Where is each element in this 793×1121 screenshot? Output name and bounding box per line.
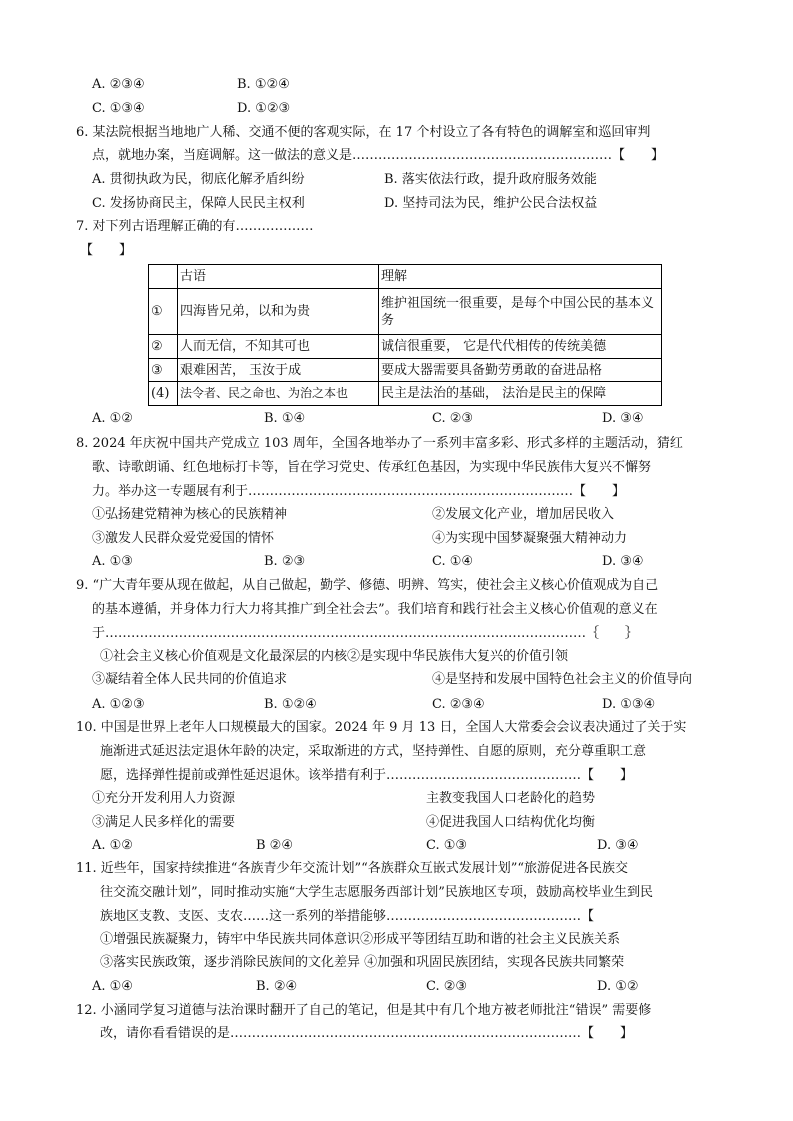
option-a: A. ②③④	[92, 77, 145, 92]
table-header-row	[149, 265, 662, 289]
q7-option-a: A. ①②	[92, 411, 133, 426]
q9-stem-line3: 于…………………………………………………………………………………………………｛ ｝	[92, 626, 639, 641]
table-header-lijie: 理解	[379, 265, 662, 289]
q11-option-a: A. ①④	[92, 979, 133, 994]
q10-option-c: C. ①③	[426, 838, 468, 853]
q9-statements-1-2: ①社会主义核心价值观是文化最深层的内核②是实现中华民族伟大复兴的价值引领	[100, 649, 569, 664]
q9-statement-4: ④是坚持和发展中国特色社会主义的价值导向	[432, 672, 693, 687]
q9-stem-line1: 9. “广大青年要从现在做起，从自己做起，勤学、修德、明辨、笃实，使社会主义核心价值观成为自己	[76, 578, 659, 593]
table-cell: ①	[149, 289, 178, 335]
q11-option-c: C. ②③	[426, 979, 468, 994]
q6-stem-line1: 6. 某法院根据当地地广人稀、交通不便的客观实际，在 17 个村设立了各有特色的调解室和巡回审判	[76, 125, 651, 140]
q8-stem-line3: 力。举办这一专题展有利于…………………………………………………………………【 】	[92, 484, 626, 499]
q9-option-a: A. ①②③	[92, 697, 145, 712]
table-cell: ③	[149, 359, 178, 382]
table-row	[149, 359, 662, 382]
q10-statement-3: ③满足人民多样化的需要	[92, 815, 236, 830]
q10-stem-line1: 10. 中国是世界上老年人口规模最大的国家。2024 年 9 月 13 日，全国人大常委会会议表决通过了关于实	[76, 720, 687, 735]
q9-stem-line2: 的基本遵循，并身体力行大力将其推广到全社会去”。我们培育和践行社会主义核心价值观的意义在	[92, 602, 658, 617]
q8-statement-2: ②发展文化产业，增加居民收入	[432, 507, 615, 522]
q6-option-c: C. 发扬协商民主，保障人民民主权利	[92, 196, 305, 211]
q8-option-c: C. ①④	[432, 554, 474, 569]
q11-statements-1-2: ①增强民族凝聚力，铸牢中华民族共同体意识②形成平等团结互助和谐的社会主义民族关系	[100, 932, 621, 947]
q12-stem-line1: 12. 小涵同学复习道德与法治课时翻开了自己的笔记，但是其中有几个地方被老师批注“错误” 需要修	[76, 1003, 652, 1018]
q11-stem-line3: 族地区支教、支医、支农……这一系列的举措能够………………………………………【	[100, 909, 595, 924]
table-cell: 艰难困苦， 玉汝于成	[178, 359, 379, 382]
table-cell: ②	[149, 335, 178, 359]
table-header-guyu: 古语	[178, 265, 379, 289]
q12-stem-line2: 改，请你看看错误的是………………………………………………………………………【 】	[100, 1026, 634, 1041]
table-row	[149, 289, 662, 335]
q11-statements-3-4: ③落实民族政策，逐步消除民族间的文化差异 ④加强和巩固民族团结，实现各民族共同繁荣	[100, 955, 625, 970]
option-c: C. ①③④	[92, 101, 145, 116]
q9-option-b: B. ①②④	[264, 697, 317, 712]
q10-option-d: D. ③④	[597, 838, 639, 853]
table-cell: 维护祖国统一很重要，是每个中国公民的基本义务	[379, 289, 662, 335]
table-cell: 法令者、民之命也、为治之本也	[178, 382, 379, 406]
ancient-sayings-table	[148, 264, 662, 406]
q10-option-b: B ②④	[256, 838, 293, 853]
q7-stem: 7. 对下列古语理解正确的有………………	[76, 219, 314, 234]
q7-option-b: B. ①④	[264, 411, 306, 426]
table-cell: 民主是法治的基础， 法治是民主的保障	[379, 382, 662, 406]
q10-option-a: A. ①②	[92, 838, 133, 853]
q11-stem-line1: 11. 近些年，国家持续推进“各族青少年交流计划”“各族群众互嵌式发展计划”“旅游促进各民族交	[76, 861, 629, 876]
q9-statement-3: ③凝结着全体人民共同的价值追求	[92, 672, 288, 687]
q6-option-d: D. 坚持司法为民，维护公民合法权益	[384, 196, 598, 211]
q10-stem-line3: 愿，选择弹性提前或弹性延迟退休。该举措有利于………………………………………【 】	[100, 768, 634, 783]
q6-option-b: B. 落实依法行政，提升政府服务效能	[384, 172, 597, 187]
q7-option-d: D. ③④	[602, 411, 644, 426]
q8-option-b: B. ②③	[264, 554, 306, 569]
table-cell: (4)	[149, 382, 178, 406]
q8-statement-1: ①弘扬建党精神为核心的民族精神	[92, 507, 288, 522]
q7-answer-bracket: 【 】	[80, 243, 133, 258]
table-cell: 四海皆兄弟，以和为贵	[178, 289, 379, 335]
table-row	[149, 382, 662, 406]
table-cell: 要成大器需要具备勤劳勇敢的奋进品格	[379, 359, 662, 382]
q11-option-b: B. ②④	[256, 979, 298, 994]
option-b: B. ①②④	[237, 77, 290, 92]
table-cell	[149, 265, 178, 289]
q8-stem-line1: 8. 2024 年庆祝中国共产党成立 103 周年，全国各地举办了一系列丰富多彩、形式多样的主题活动，猜红	[76, 436, 683, 451]
q11-option-d: D. ①②	[597, 979, 639, 994]
q9-option-d: D. ①③④	[602, 697, 656, 712]
q8-option-d: D. ③④	[602, 554, 644, 569]
q11-stem-line2: 往交流交融计划”，同时推动实施“大学生志愿服务西部计划”民族地区专项，鼓励高校毕业生到民	[100, 885, 653, 900]
q10-statement-1: ①充分开发利用人力资源	[92, 791, 236, 806]
q8-statement-3: ③激发人民群众爱党爱国的情怀	[92, 531, 275, 546]
q8-option-a: A. ①③	[92, 554, 133, 569]
table-row	[149, 335, 662, 359]
q10-statement-2: 主教变我国人口老龄化的趋势	[426, 791, 596, 806]
option-d: D. ①②③	[237, 101, 291, 116]
q8-stem-line2: 歌、诗歌朗诵、红色地标打卡等，旨在学习党史、传承红色基因，为实现中华民族伟大复兴不懈努	[92, 460, 652, 475]
table-cell: 诚信很重要， 它是代代相传的传统美德	[379, 335, 662, 359]
q10-stem-line2: 施渐进式延迟法定退休年龄的决定，采取渐进的方式，坚持弹性、自愿的原则，充分尊重职工意	[100, 744, 647, 759]
q6-stem-line2: 点，就地办案，当庭调解。这一做法的意义是……………………………………………………【 】	[92, 148, 665, 163]
q7-option-c: C. ②③	[432, 411, 474, 426]
q10-statement-4: ④促进我国人口结构优化均衡	[426, 815, 596, 830]
q9-option-c: C. ②③④	[432, 697, 485, 712]
q6-option-a: A. 贯彻执政为民，彻底化解矛盾纠纷	[92, 172, 305, 187]
q8-statement-4: ④为实现中国梦凝聚强大精神动力	[432, 531, 628, 546]
table-cell: 人而无信，不知其可也	[178, 335, 379, 359]
